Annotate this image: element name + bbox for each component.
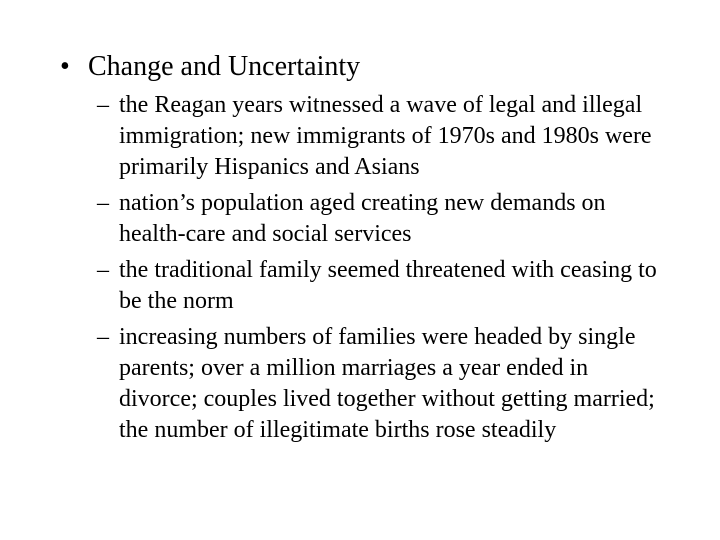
sub-point-text: increasing numbers of families were headed by single parents; over a million marriages a year ended in divorce; couples lived together without getting married; the number of illegitimate births rose steadily [119, 324, 655, 443]
dash-icon: – [97, 257, 109, 283]
sub-point-list [97, 90, 672, 451]
slide-heading: Change and Uncertainty [88, 51, 361, 82]
bullet-icon: • [60, 51, 70, 82]
sub-point-family [97, 255, 672, 317]
main-bullet [60, 50, 680, 84]
sub-point-single-parents [97, 322, 672, 446]
sub-point-immigration [97, 90, 672, 183]
dash-icon: – [97, 324, 109, 350]
sub-point-text: the traditional family seemed threatened with ceasing to be the norm [119, 257, 657, 314]
sub-point-text: nation’s population aged creating new demands on health-care and social services [119, 190, 606, 247]
sub-point-text: the Reagan years witnessed a wave of legal and illegal immigration; new immigrants of 1970s and 1980s were primarily Hispanics and Asians [119, 92, 652, 180]
dash-icon: – [97, 92, 109, 118]
sub-point-population [97, 188, 672, 250]
dash-icon: – [97, 190, 109, 216]
